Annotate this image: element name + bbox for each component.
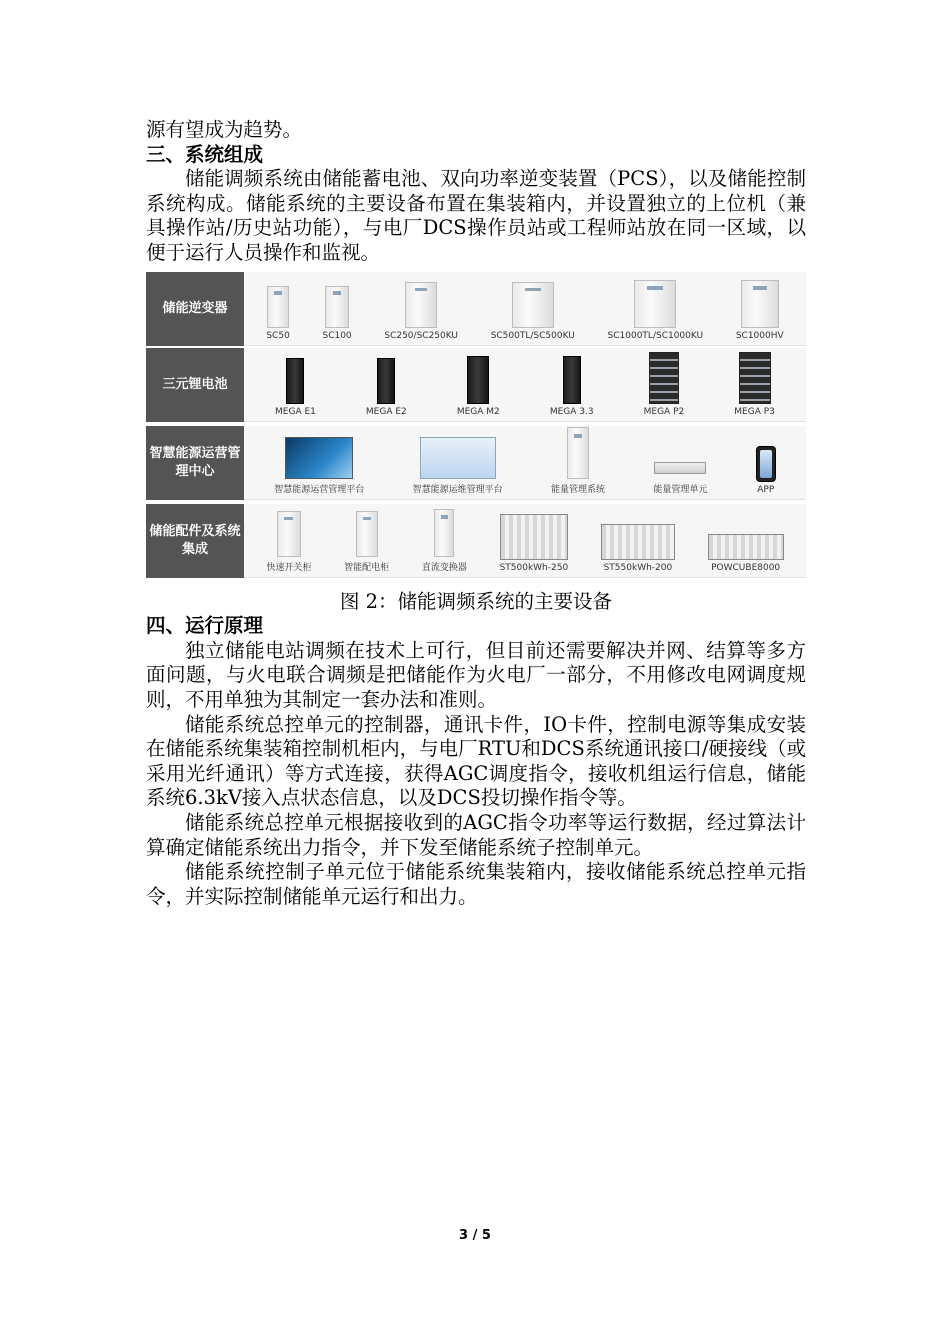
product-item [266,511,311,573]
product-caption: 智能配电柜 [344,562,390,573]
section-heading-operating-principle: 四、运行原理 [146,614,264,638]
product-item [736,280,784,341]
phone-app-image [756,446,776,482]
product-caption: APP [757,484,775,495]
dashboard-screen-image [420,437,496,479]
paragraph: 独立储能电站调频在技术上可行，但目前还需要解决并网、结算等多方面问题，与火电联合调频是把储能作为火电厂一部分，不用修改电网调度规则，不用单独为其制定一套办法和准则。 [146,638,806,711]
paragraph-system-composition: 储能调频系统由储能蓄电池、双向功率逆变装置（PCS），以及储能控制系统构成。储能系统的主要设备布置在集装箱内，并设置独立的上位机（兼具操作站/历史站功能），与电厂DCS操作员站或工程师站放在同一区域，以便于运行人员操作和监视。 [146,167,806,264]
product-caption: SC1000HV [735,330,784,341]
battery-rack-image [563,356,581,404]
switchgear-cabinet-image [277,511,301,557]
inverter-cabinet-image [405,282,437,328]
inverter-cabinet-image [267,286,289,328]
page-content [146,118,806,909]
ems-cabinet-image [567,427,589,479]
product-item [457,356,500,417]
distribution-cabinet-image [356,511,378,557]
figure-caption: 图 2：储能调频系统的主要设备 [339,589,613,613]
figure-row-management [146,426,806,500]
product-caption: 智慧能源运维管理平台 [412,484,503,495]
inverter-cabinet-image [741,280,779,328]
product-item [384,282,458,341]
product-caption: ST550kWh-200 [603,562,673,573]
product-item [322,286,351,341]
figure-row-inverters [146,272,806,346]
rack-unit-image [654,462,706,474]
container-image [500,514,568,560]
battery-rack-image [467,356,489,404]
page-number: 3 / 5 [459,1228,491,1243]
product-caption: SC500TL/SC500KU [490,330,575,341]
product-caption: SC50 [266,330,290,341]
inverter-cabinet-image [325,286,349,328]
paragraph: 储能系统总控单元的控制器，通讯卡件，IO卡件，控制电源等集成安装在储能系统集装箱控制机柜内，与电厂RTU和DCS系统通讯接口/硬接线（或采用光纤通讯）等方式连接，获得AGC调度指令，接收机组运行信息，储能系统6.3kV接入点状态信息，以及DCS投切操作指令等。 [146,712,806,810]
row-label: 储能配件及系统集成 [146,504,244,578]
product-item [491,282,575,341]
section-heading-system-composition: 三、系统组成 [146,142,264,166]
product-caption: 智慧能源运营管理平台 [274,484,365,495]
product-item [274,437,364,495]
product-caption: SC100 [322,330,352,341]
product-caption: MEGA E2 [365,406,407,417]
product-caption: MEGA P3 [734,406,775,417]
product-item [366,358,407,417]
product-caption: 能量管理单元 [653,484,708,495]
product-caption: MEGA 3.3 [549,406,594,417]
product-item [708,534,784,573]
figure-row-batteries [146,348,806,422]
row-label: 储能逆变器 [146,272,244,346]
product-item [644,352,685,417]
battery-rack-image [649,352,679,404]
paragraph: 储能系统控制子单元位于储能系统集装箱内，接收储能系统总控单元指令，并实际控制储能单元运行和出力。 [146,860,806,908]
battery-rack-image [739,352,771,404]
product-item [266,286,289,341]
row-label: 三元锂电池 [146,348,244,422]
product-caption: MEGA E1 [275,406,316,417]
figure-row-accessories [146,504,806,578]
dashboard-screen-image [285,437,353,479]
product-item [550,356,594,417]
inverter-cabinet-image [634,280,676,328]
battery-rack-image [286,358,304,404]
product-caption: MEGA P2 [643,406,685,417]
product-item [734,352,775,417]
paragraph-continued: 源有望成为趋势。 [146,118,303,141]
product-item [275,358,316,417]
product-caption: 能量管理系统 [550,484,605,495]
inverter-cabinet-image [512,282,554,328]
product-caption: 快速开关柜 [266,562,312,573]
product-caption: SC1000TL/SC1000KU [607,330,704,341]
product-caption: ST500kWh-250 [499,562,569,573]
dc-converter-image [434,509,454,557]
battery-rack-image [377,358,395,404]
product-caption: POWCUBE8000 [711,562,781,573]
product-item [608,280,704,341]
product-item [551,427,605,495]
container-image [601,524,675,560]
product-item [653,462,707,495]
product-item [601,524,675,573]
product-item [344,511,389,573]
product-item [500,514,569,573]
product-caption: SC250/SC250KU [384,330,458,341]
product-item [413,437,503,495]
product-caption: 直流变换器 [421,562,467,573]
product-item [756,446,776,495]
equipment-figure [146,270,806,580]
paragraph: 储能系统总控单元根据接收到的AGC指令功率等运行数据，经过算法计算确定储能系统出力指令，并下发至储能系统子控制单元。 [146,810,806,859]
row-label: 智慧能源运营管理中心 [146,426,244,500]
product-item [422,509,467,573]
product-caption: MEGA M2 [456,406,500,417]
container-image [708,534,784,560]
